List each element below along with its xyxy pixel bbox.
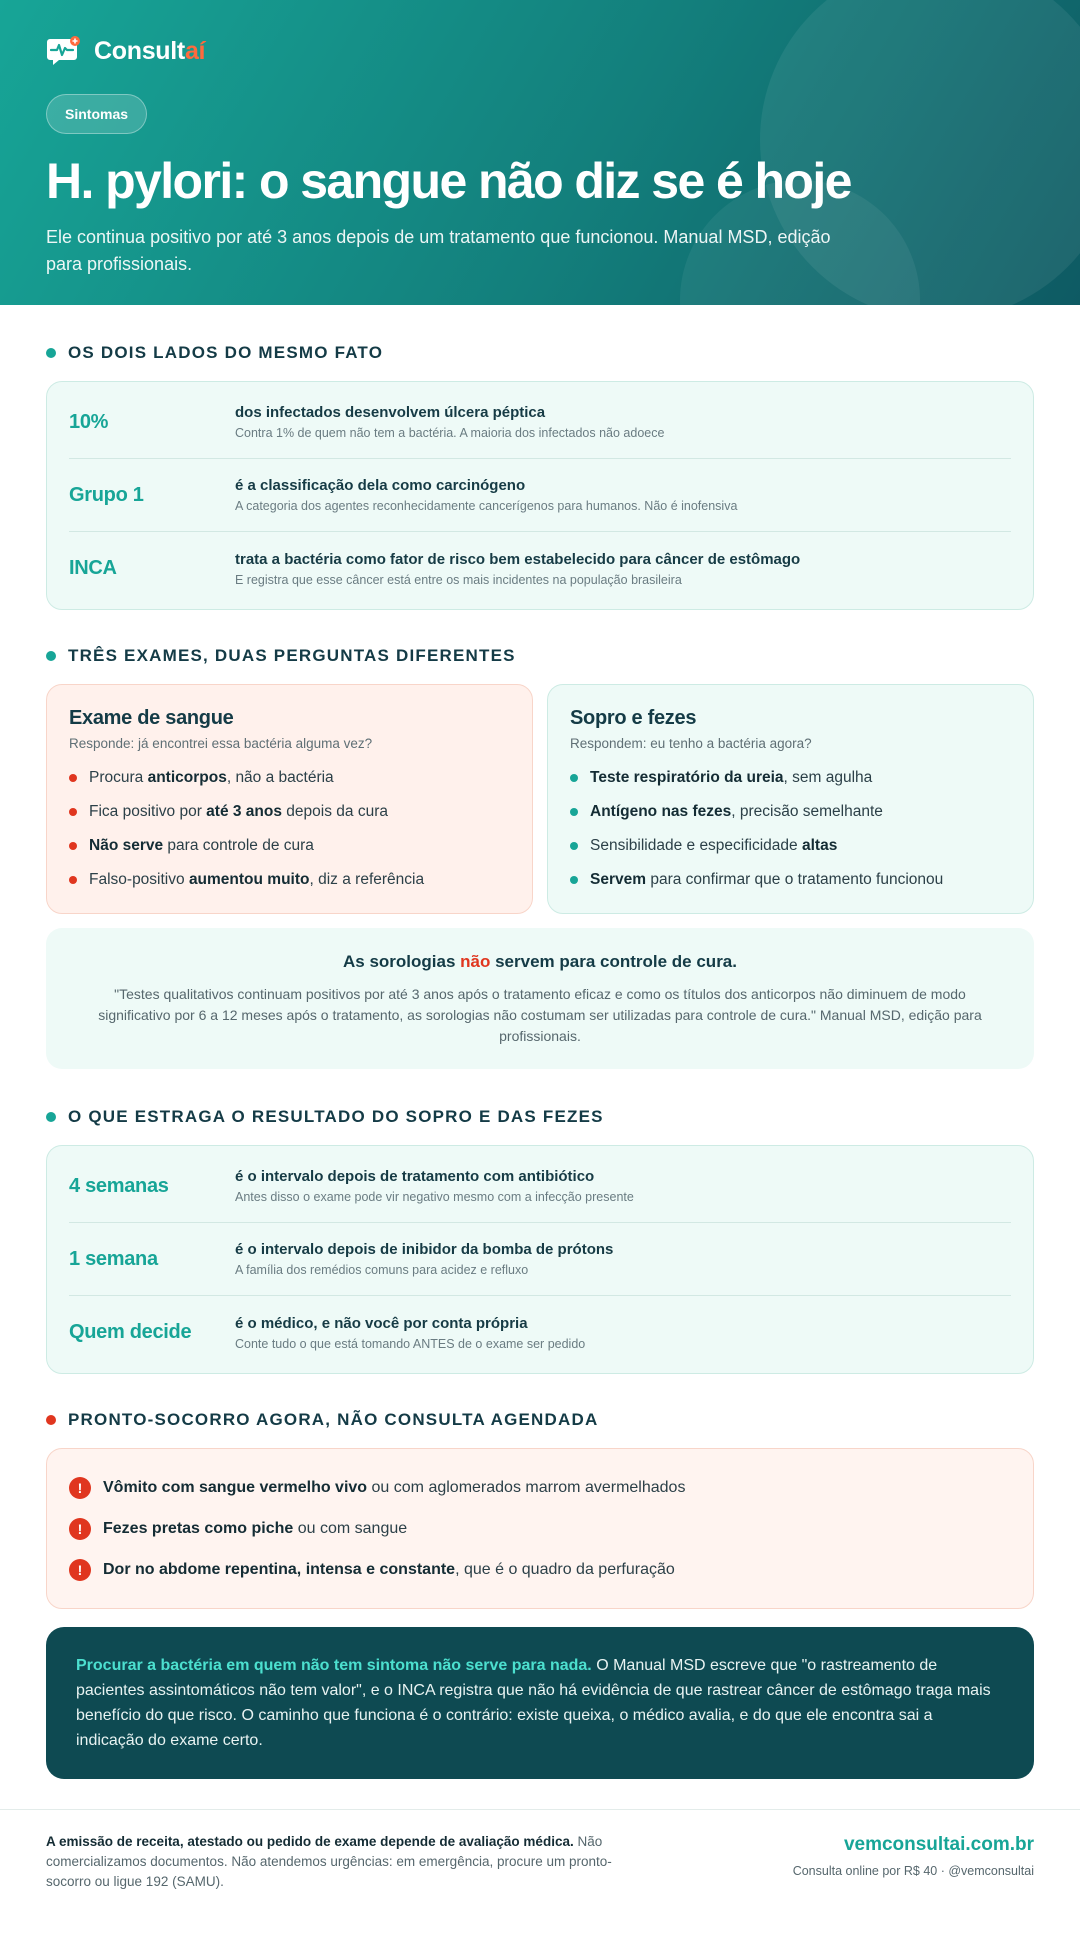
stat-title: é a classificação dela como carcinógeno [235, 477, 526, 494]
list-item: Teste respiratório da ureia, sem agulha [570, 761, 1011, 795]
alert-icon: ! [69, 1477, 91, 1499]
section-heading-text: TRÊS EXAMES, DUAS PERGUNTAS DIFERENTES [68, 646, 516, 665]
quote-box [46, 928, 1034, 1069]
list-item: Falso-positivo aumentou muito, diz a referência [69, 863, 510, 897]
bullet-dot-icon [570, 876, 578, 884]
bullet-dot-icon [570, 842, 578, 850]
stat-row [69, 459, 1011, 532]
stat-value: Grupo 1 [69, 483, 144, 506]
stat-desc: A categoria dos agentes reconhecidamente cancerígenos para humanos. Não é inofensiva [235, 499, 738, 513]
bullet-dot-icon [69, 876, 77, 884]
quote-text: "Testes qualitativos continuam positivos por até 3 anos após o tratamento eficaz e como os títulos dos anticorpos não diminuem de modo significativo por 6 a 12 meses após o tratamento, as sorologias não costumam ser utilizadas para controle de cura." Manual MSD, edição para profissionais. [98, 986, 982, 1044]
stat-row [69, 386, 1011, 459]
alert-item: ! Vômito com sangue vermelho vivo ou com aglomerados marrom avermelhados [69, 1467, 1011, 1508]
section-dot-icon [46, 651, 56, 661]
quote-title: As sorologias não servem para controle de cura. [343, 952, 737, 971]
list-item: Não serve para controle de cura [69, 829, 510, 863]
stat-value: INCA [69, 557, 117, 579]
stat-value: 1 semana [69, 1247, 158, 1270]
closing-note [46, 1627, 1034, 1779]
section-heading [46, 1107, 1034, 1127]
card-title: Sopro e fezes [570, 707, 697, 729]
breath-stool-list [570, 761, 1011, 897]
bullet-dot-icon [69, 842, 77, 850]
stat-title: dos infectados desenvolvem úlcera péptica [235, 404, 546, 421]
stat-title: é o médico, e não você por conta própria [235, 1314, 528, 1332]
emergency-card [46, 1448, 1034, 1609]
alert-item: ! Fezes pretas como piche ou com sangue [69, 1508, 1011, 1549]
section-dot-icon [46, 1415, 56, 1425]
stat-row [69, 1150, 1011, 1223]
stat-row [69, 532, 1011, 605]
stat-desc: Conte tudo o que está tomando ANTES de o exame ser pedido [235, 1336, 586, 1351]
card-subtitle: Responde: já encontrei essa bactéria alguma vez? [69, 736, 373, 751]
blood-test-list [69, 761, 510, 897]
brand-name: Consultaí [94, 36, 206, 65]
interference-card [46, 1145, 1034, 1374]
bullet-dot-icon [69, 808, 77, 816]
alert-icon: ! [69, 1559, 91, 1581]
closing-lead: Procurar a bactéria em quem não tem sintoma não serve para nada. [76, 1657, 592, 1674]
list-item: Servem para confirmar que o tratamento funcionou [570, 863, 1011, 897]
stat-title: trata a bactéria como fator de risco bem estabelecido para câncer de estômago [235, 550, 801, 568]
card-title: Exame de sangue [69, 707, 234, 729]
stat-value: 10% [69, 410, 109, 433]
closing-text: O Manual MSD escreve que "o rastreamento de pacientes assintomáticos não tem valor", e o INCA registra que não há evidência de que rastrear câncer de estômago traga mais benefício do que risco. O caminho que funciona é o contrário: existe queixa, o médico avalia, e do que ele encontra sai a indicação do exame certo. [76, 1657, 991, 1749]
list-item: Procura anticorpos, não a bactéria [69, 761, 510, 795]
brand-logo[interactable] [46, 36, 1034, 66]
stat-row [69, 1296, 1011, 1369]
page-subtitle: Ele continua positivo por até 3 anos depois de um tratamento que funcionou. Manual MSD, edição para profissionais. [46, 227, 831, 274]
header-banner [0, 0, 1080, 305]
stat-value: 4 semanas [69, 1174, 169, 1197]
footer-disclaimer: A emissão de receita, atestado ou pedido de exame depende de avaliação médica. Não comercializamos documentos. Não atendemos urgências: em emergência, procure um pronto-socorro ou ligue 192 (SAMU). [46, 1834, 612, 1889]
stat-desc: E registra que esse câncer está entre os mais incidentes na população brasileira [235, 572, 682, 587]
stat-desc: Contra 1% de quem não tem a bactéria. A maioria dos infectados não adoece [235, 426, 665, 440]
stat-title: é o intervalo depois de tratamento com antibiótico [235, 1168, 595, 1185]
section-heading-text: OS DOIS LADOS DO MESMO FATO [68, 343, 384, 362]
breath-stool-card [547, 684, 1034, 914]
site-subtext: Consulta online por R$ 40 · @vemconsultai [792, 1864, 1034, 1878]
page-title: H. pylori: o sangue não diz se é hoje [46, 153, 851, 209]
stat-desc: A família dos remédios comuns para acidez e refluxo [235, 1263, 529, 1277]
bullet-dot-icon [69, 774, 77, 782]
section-dot-icon [46, 1112, 56, 1122]
category-tag[interactable]: Sintomas [46, 94, 147, 134]
list-item: Antígeno nas fezes, precisão semelhante [570, 795, 1011, 829]
stat-title: é o intervalo depois de inibidor da bomba de prótons [235, 1241, 614, 1258]
stat-value: Quem decide [69, 1321, 192, 1343]
bullet-dot-icon [570, 774, 578, 782]
list-item: Fica positivo por até 3 anos depois da cura [69, 795, 510, 829]
bullet-dot-icon [570, 808, 578, 816]
chat-heartbeat-icon [46, 36, 82, 66]
footer [0, 1809, 1080, 1892]
section-heading-text: O QUE ESTRAGA O RESULTADO DO SOPRO E DAS FEZES [68, 1107, 604, 1126]
alert-icon: ! [69, 1518, 91, 1540]
card-subtitle: Respondem: eu tenho a bactéria agora? [570, 736, 812, 751]
section-heading [46, 646, 1034, 666]
section-heading [46, 1410, 1034, 1430]
site-link[interactable]: vemconsultai.com.br [843, 1834, 1034, 1855]
alert-item: ! Dor no abdome repentina, intensa e constante, que é o quadro da perfuração [69, 1549, 1011, 1590]
stat-desc: Antes disso o exame pode vir negativo mesmo com a infecção presente [235, 1190, 634, 1204]
section-dot-icon [46, 348, 56, 358]
stat-row [69, 1223, 1011, 1296]
facts-card [46, 381, 1034, 610]
blood-test-card [46, 684, 533, 914]
section-heading-text: PRONTO-SOCORRO AGORA, NÃO CONSULTA AGENDADA [68, 1410, 599, 1429]
section-heading [46, 343, 1034, 363]
list-item: Sensibilidade e especificidade altas [570, 829, 1011, 863]
